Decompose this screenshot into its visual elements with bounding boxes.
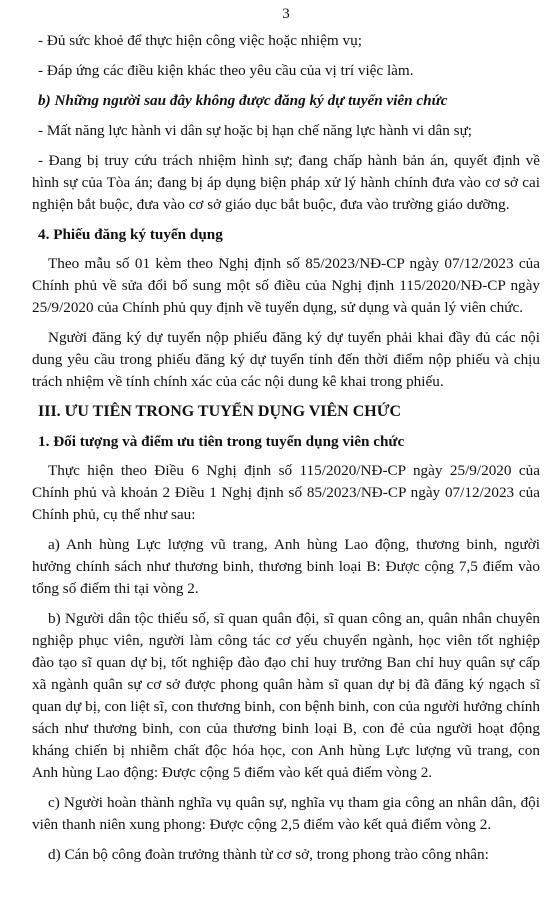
priority-item-d: d) Cán bộ công đoàn trưởng thành từ cơ sở, trong phong trào công nhân: xyxy=(48,846,489,863)
condition-other: - Đáp ứng các điều kiện khác theo yêu cầu của vị trí việc làm. xyxy=(38,62,414,79)
heading-registration-form: 4. Phiếu đăng ký tuyển dụng xyxy=(38,226,223,243)
paragraph-implementation: Thực hiện theo Điều 6 Nghị định số 115/2020/NĐ-CP ngày 25/9/2020 của Chính phủ và khoản 2 Điều 1 Nghị định số 85/2023/NĐ-CP ngày 07/12/2023 của Chính phủ, cụ thể như sau: xyxy=(32,462,540,523)
page-number: 3 xyxy=(282,6,290,22)
priority-item-c: c) Người hoàn thành nghĩa vụ quân sự, nghĩa vụ tham gia công an nhân dân, đội viên thanh niên xung phong: Được cộng 2,5 điểm vào kết quả điểm vòng 2. xyxy=(32,794,540,833)
paragraph-form-template: Theo mẫu số 01 kèm theo Nghị định số 85/2023/NĐ-CP ngày 07/12/2023 của Chính phủ về sửa đổi bổ sung một số điều của Nghị định 115/2020/NĐ-CP ngày 25/9/2020 của Chính phủ quy định về tuyển dụng, sử dụng và quản lý viên chức. xyxy=(32,255,540,316)
heading-priority-subjects: 1. Đối tượng và điểm ưu tiên trong tuyển dụng viên chức xyxy=(38,433,405,450)
priority-item-b: b) Người dân tộc thiểu số, sĩ quan quân đội, sĩ quan công an, quân nhân chuyên nghiệp phục viên, người làm công tác cơ yếu chuyển ngành, học viên tốt nghiệp đào tạo sĩ quan dự bị, tốt nghiệp đào đạo chỉ huy trưởng Ban chỉ huy quân sự cấp xã ngành quân sự cơ sở được phong quân hàm sĩ quan dự bị đã đăng ký ngạch sĩ quan dự bị, con liệt sĩ, con thương binh, con bệnh binh, con của người hưởng chính sách như thương binh, con của thương binh loại B, con đẻ của người hoạt động kháng chiến bị nhiễm chất độc hóa học, con Anh hùng Lực lượng vũ trang, con Anh hùng Lao động: Được cộng 5 điểm vào kết quả điểm vòng 2. xyxy=(32,610,540,781)
condition-health: - Đủ sức khoẻ để thực hiện công việc hoặc nhiệm vụ; xyxy=(38,32,362,49)
section-heading-priority: III. ƯU TIÊN TRONG TUYỂN DỤNG VIÊN CHỨC xyxy=(38,403,402,420)
paragraph-applicant-duty: Người đăng ký dự tuyển nộp phiếu đăng ký dự tuyển phải khai đầy đủ các nội dung yêu cầu trong phiếu đăng ký dự tuyển tính đến thời điểm nộp phiếu và chịu trách nhiệm về tính chính xác của các nội dung kê khai trong phiếu. xyxy=(32,329,540,390)
ineligible-civil-capacity: - Mất năng lực hành vi dân sự hoặc bị hạn chế năng lực hành vi dân sự; xyxy=(38,122,473,139)
priority-item-a: a) Anh hùng Lực lượng vũ trang, Anh hùng Lao động, thương binh, người hưởng chính sách như thương binh, thương binh loại B: Được cộng 7,5 điểm vào tổng số điểm thi tại vòng 2. xyxy=(32,536,540,597)
ineligible-criminal: - Đang bị truy cứu trách nhiệm hình sự; đang chấp hành bản án, quyết định về hình sự của Tòa án; đang bị áp dụng biện pháp xử lý hành chính đưa vào cơ sở cai nghiện bắt buộc, đưa vào cơ sở giáo dục bắt buộc, đưa vào trường giáo dưỡng. xyxy=(32,152,540,213)
subheading-not-eligible: b) Những người sau đây không được đăng ký dự tuyển viên chức xyxy=(38,92,448,109)
